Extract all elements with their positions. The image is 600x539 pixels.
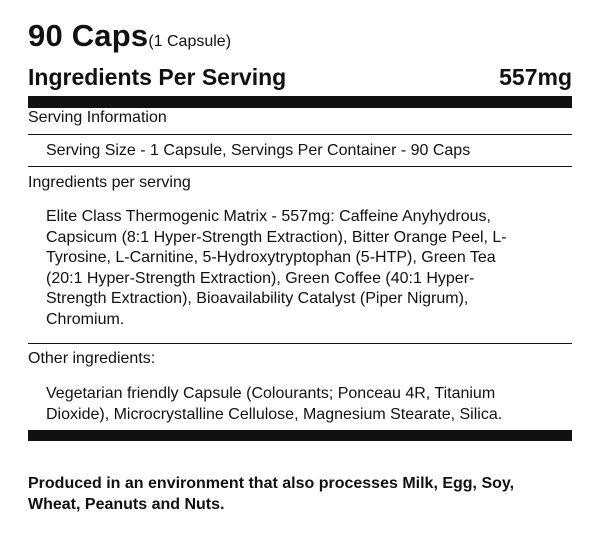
ingredient-line: Tyrosine, L-Carnitine, 5-Hydroxytryptophan (5-HTP), Green Tea (46, 249, 496, 266)
ingredients-divider (28, 343, 572, 344)
ingredient-line: Chromium. (46, 310, 125, 328)
ingredient-line: Capsicum (8:1 Hyper-Strength Extraction), Bitter Orange Peel, L- (46, 228, 507, 246)
serving-info-divider (28, 134, 572, 135)
caps-unit: (1 Capsule) (148, 33, 232, 50)
ingredients-header-amount: 557mg (499, 64, 572, 90)
other-ingredient-line: Dioxide), Microcrystalline Cellulose, Magnesium Stearate, Silica. (46, 405, 503, 423)
serving-info-detail: Serving Size - 1 Capsule, Servings Per Container - 90 Caps (46, 142, 471, 159)
ingredient-line: Elite Class Thermogenic Matrix - 557mg: Caffeine Anyhydrous, (46, 208, 491, 225)
allergen-statement (28, 473, 514, 515)
bottom-thick-rule (28, 430, 572, 441)
caps-title (28, 18, 231, 54)
caps-count: 90 Caps (28, 18, 149, 53)
other-ingredients-heading: Other ingredients: (28, 350, 156, 367)
ingredient-line: Strength Extraction), Bioavailability Catalyst (Piper Nigrum), (46, 290, 469, 307)
ingredients-header-label: Ingredients Per Serving (28, 64, 287, 90)
ingredient-line: (20:1 Hyper-Strength Extraction), Green Coffee (40:1 Hyper- (46, 269, 475, 287)
allergen-line: Produced in an environment that also processes Milk, Egg, Soy, (28, 475, 515, 492)
serving-detail-divider (28, 166, 572, 167)
header-thick-rule (28, 96, 572, 108)
ingredients-heading: Ingredients per serving (28, 174, 191, 191)
other-ingredient-line: Vegetarian friendly Capsule (Colourants; Ponceau 4R, Titanium (46, 385, 496, 402)
serving-info-heading: Serving Information (28, 109, 167, 126)
ingredients-header (28, 64, 572, 94)
allergen-line: Wheat, Peanuts and Nuts. (28, 496, 225, 513)
